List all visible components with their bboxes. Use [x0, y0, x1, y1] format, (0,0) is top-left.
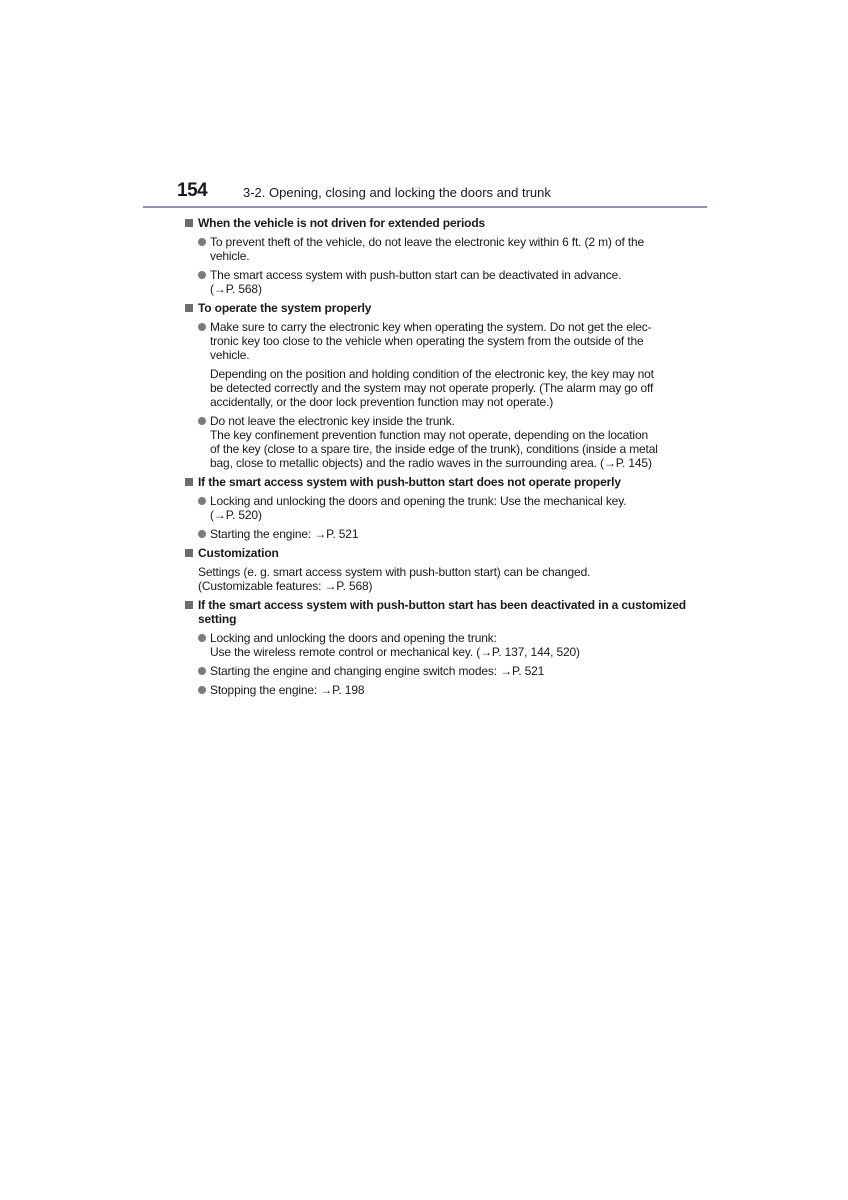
list-item: [185, 235, 665, 263]
header-rule: [143, 206, 707, 208]
square-bullet-icon: [185, 549, 193, 557]
circle-bullet-icon: [198, 271, 206, 279]
list-item: [185, 414, 665, 470]
text-line: Starting the engine and changing engine switch modes: →P. 521: [210, 664, 545, 678]
text-line: The key confinement prevention function may not operate, depending on the location: [210, 428, 648, 442]
circle-bullet-icon: [198, 497, 206, 505]
text-line: bag, close to metallic objects) and the radio waves in the surrounding area. (→P. 145): [210, 456, 652, 470]
text-line: Locking and unlocking the doors and opening the trunk:: [210, 631, 497, 645]
circle-bullet-icon: [198, 238, 206, 246]
text-line: Starting the engine: →P. 521: [210, 527, 359, 541]
list-item: [185, 527, 665, 541]
page-header: [143, 180, 707, 210]
heading-text: To operate the system properly: [198, 301, 372, 315]
text-line: (Customizable features: →P. 568): [198, 579, 373, 593]
circle-bullet-icon: [198, 634, 206, 642]
heading-text: When the vehicle is not driven for extended periods: [198, 216, 486, 230]
text-line: Locking and unlocking the doors and opening the trunk: Use the mechanical key.: [210, 494, 627, 508]
text-line: tronic key too close to the vehicle when operating the system from the outside of the: [210, 334, 644, 348]
square-bullet-icon: [185, 478, 193, 486]
section-heading: [185, 475, 665, 489]
square-bullet-icon: [185, 219, 193, 227]
square-bullet-icon: [185, 601, 193, 609]
heading-text: If the smart access system with push-button start has been deactivated in a customized: [198, 598, 686, 612]
circle-bullet-icon: [198, 667, 206, 675]
list-item: [185, 494, 665, 522]
page-reference: (→P. 568): [210, 282, 262, 296]
circle-bullet-icon: [198, 417, 206, 425]
text-line: accidentally, or the door lock prevention function may not operate.): [210, 395, 554, 409]
list-item: [185, 664, 665, 678]
text-line: The smart access system with push-button start can be deactivated in advance.: [210, 268, 622, 282]
section-heading: [185, 216, 665, 230]
paragraph: [185, 367, 665, 409]
text-line: Depending on the position and holding condition of the electronic key, the key may not: [210, 367, 654, 381]
section-heading: [185, 546, 665, 560]
text-line: Settings (e. g. smart access system with push-button start) can be changed.: [198, 565, 591, 579]
list-item: [185, 683, 665, 697]
circle-bullet-icon: [198, 323, 206, 331]
heading-text: Customization: [198, 546, 279, 560]
circle-bullet-icon: [198, 686, 206, 694]
text-line: Do not leave the electronic key inside the trunk.: [210, 414, 455, 428]
text-line: Make sure to carry the electronic key when operating the system. Do not get the elec-: [210, 320, 652, 334]
text-line: vehicle.: [210, 348, 250, 362]
page-number: 154: [177, 180, 208, 201]
text-line: be detected correctly and the system may not operate properly. (The alarm may go off: [210, 381, 654, 395]
text-line: Stopping the engine: →P. 198: [210, 683, 365, 697]
list-item: [185, 631, 665, 659]
list-item: [185, 268, 665, 296]
section-title: 3-2. Opening, closing and locking the doors and trunk: [243, 185, 551, 200]
paragraph: [185, 565, 665, 593]
page-reference: (→P. 520): [210, 508, 262, 522]
section-heading: [185, 301, 665, 315]
text-line: Use the wireless remote control or mechanical key. (→P. 137, 144, 520): [210, 645, 580, 659]
text-line: of the key (close to a spare tire, the inside edge of the trunk), conditions (inside a metal: [210, 442, 658, 456]
square-bullet-icon: [185, 304, 193, 312]
circle-bullet-icon: [198, 530, 206, 538]
text-line: To prevent theft of the vehicle, do not leave the electronic key within 6 ft. (2 m) of the: [210, 235, 645, 249]
heading-text: If the smart access system with push-button start does not operate properly: [198, 475, 621, 489]
section-heading: [185, 598, 686, 626]
page-content: [185, 215, 686, 697]
heading-text: setting: [198, 612, 237, 626]
list-item: [185, 320, 665, 362]
text-line: vehicle.: [210, 249, 250, 263]
